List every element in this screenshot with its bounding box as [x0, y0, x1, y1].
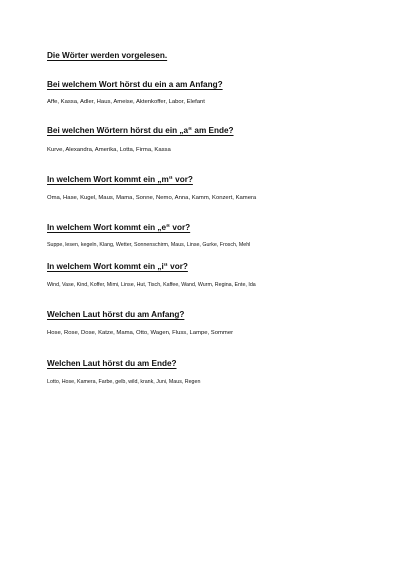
section-6-question: Welchen Laut hörst du am Anfang?: [47, 310, 185, 319]
section-2-words: Kurve, Alexandra, Amerika, Lotta, Firma, Kassa: [47, 147, 171, 153]
section-4-question: In welchem Wort kommt ein „e“ vor?: [47, 223, 191, 232]
section-1-words: Affe, Kassa, Adler, Haus, Ameise, Aktenkoffer, Labor, Elefant: [47, 99, 205, 105]
section-5-question: In welchem Wort kommt ein „i“ vor?: [47, 262, 188, 271]
section-7-words: Lotto, Hose, Kamera, Farbe, gelb, wild, krank, Juni, Maus, Regen: [47, 379, 201, 385]
section-4-words: Suppe, lesen, kegeln, Klang, Wetter, Sonnenschirm, Maus, Linse, Gurke, Frosch, Mehl: [47, 242, 251, 248]
intro-heading: Die Wörter werden vorgelesen.: [47, 51, 168, 60]
section-2-question: Bei welchen Wörtern hörst du ein „a“ am Ende?: [47, 126, 234, 135]
section-5-words: Wind, Vase, Kind, Koffer, Mimi, Linse, Hut, Tisch, Kaffee, Wand, Wurm, Regina, Ente, Ida: [47, 282, 256, 288]
section-1-question: Bei welchem Wort hörst du ein a am Anfang?: [47, 80, 223, 89]
section-7-question: Welchen Laut hörst du am Ende?: [47, 359, 177, 368]
section-3-words: Oma, Hase, Kugel, Maus, Mama, Sonne, Nemo, Anna, Kamm, Konzert, Kamera: [47, 195, 257, 201]
section-3-question: In welchem Wort kommt ein „m“ vor?: [47, 175, 193, 184]
section-6-words: Hose, Rose, Dose, Katze, Mama, Otto, Wagen, Fluss, Lampe, Sommer: [47, 330, 234, 336]
